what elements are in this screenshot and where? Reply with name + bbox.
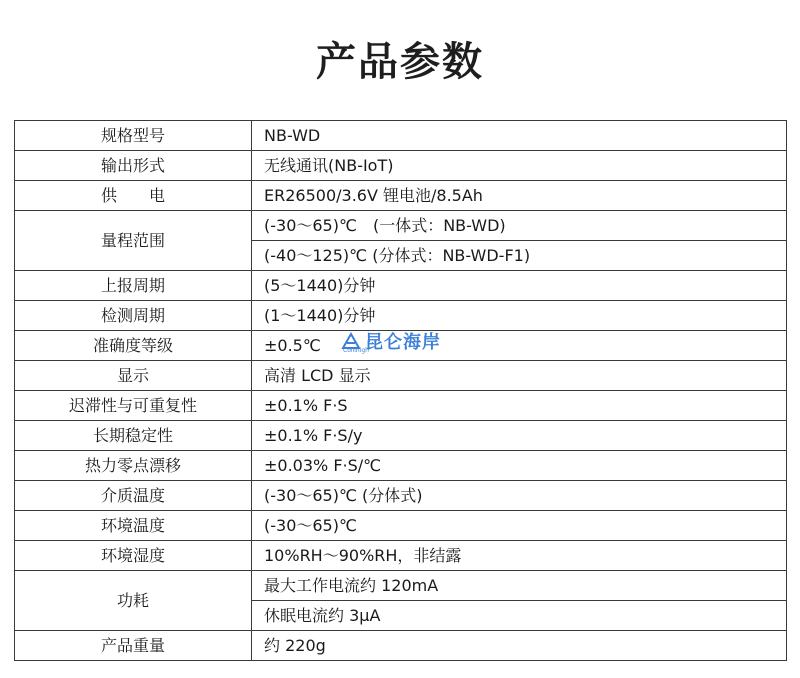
- brand-watermark-subtext: Collihigh: [343, 347, 369, 354]
- spec-value: (-30～65)℃ (一体式：NB-WD): [252, 211, 787, 241]
- spec-label: 量程范围: [15, 211, 252, 271]
- spec-value: 高清 LCD 显示: [252, 361, 787, 391]
- spec-table: [14, 120, 787, 661]
- spec-label: 供 电: [15, 181, 252, 211]
- spec-label: 准确度等级: [15, 331, 252, 361]
- spec-value: 无线通讯(NB-IoT): [252, 151, 787, 181]
- spec-value: ±0.03% F·S/℃: [252, 451, 787, 481]
- table-row: [15, 391, 787, 421]
- spec-value: 最大工作电流约 120mA: [252, 571, 787, 601]
- spec-value: NB-WD: [252, 121, 787, 151]
- brand-watermark-text: 昆仑海岸: [365, 332, 441, 353]
- spec-value: (5～1440)分钟: [252, 271, 787, 301]
- table-row: [15, 421, 787, 451]
- table-row: [15, 121, 787, 151]
- spec-label: 产品重量: [15, 631, 252, 661]
- spec-value: (-30～65)℃: [252, 511, 787, 541]
- spec-value: ER26500/3.6V 锂电池/8.5Ah: [252, 181, 787, 211]
- page-title: 产品参数: [316, 39, 484, 85]
- table-row: [15, 481, 787, 511]
- brand-watermark: [341, 328, 441, 354]
- spec-value: ±0.5℃: [252, 331, 787, 361]
- spec-value: (-40～125)℃ (分体式：NB-WD-F1): [252, 241, 787, 271]
- spec-label: 输出形式: [15, 151, 252, 181]
- spec-label: 介质温度: [15, 481, 252, 511]
- table-row: [15, 541, 787, 571]
- spec-value: ±0.1% F·S: [252, 391, 787, 421]
- table-row: [15, 631, 787, 661]
- spec-value: 10%RH～90%RH，非结露: [252, 541, 787, 571]
- table-row: [15, 361, 787, 391]
- spec-value: (1～1440)分钟: [252, 301, 787, 331]
- spec-label: 显示: [15, 361, 252, 391]
- spec-value: (-30～65)℃ (分体式): [252, 481, 787, 511]
- table-row: [15, 571, 787, 601]
- table-row: [15, 151, 787, 181]
- table-row: [15, 181, 787, 211]
- spec-label: 环境湿度: [15, 541, 252, 571]
- spec-value: ±0.1% F·S/y: [252, 421, 787, 451]
- spec-label: 长期稳定性: [15, 421, 252, 451]
- table-row: [15, 301, 787, 331]
- spec-label: 功耗: [15, 571, 252, 631]
- spec-label: 检测周期: [15, 301, 252, 331]
- spec-label: 热力零点漂移: [15, 451, 252, 481]
- table-row: [15, 271, 787, 301]
- spec-label: 环境温度: [15, 511, 252, 541]
- spec-value: 约 220g: [252, 631, 787, 661]
- table-row: [15, 211, 787, 241]
- spec-value: 休眠电流约 3μA: [252, 601, 787, 631]
- table-row: [15, 511, 787, 541]
- spec-label: 迟滞性与可重复性: [15, 391, 252, 421]
- spec-label: 规格型号: [15, 121, 252, 151]
- table-row: [15, 451, 787, 481]
- spec-label: 上报周期: [15, 271, 252, 301]
